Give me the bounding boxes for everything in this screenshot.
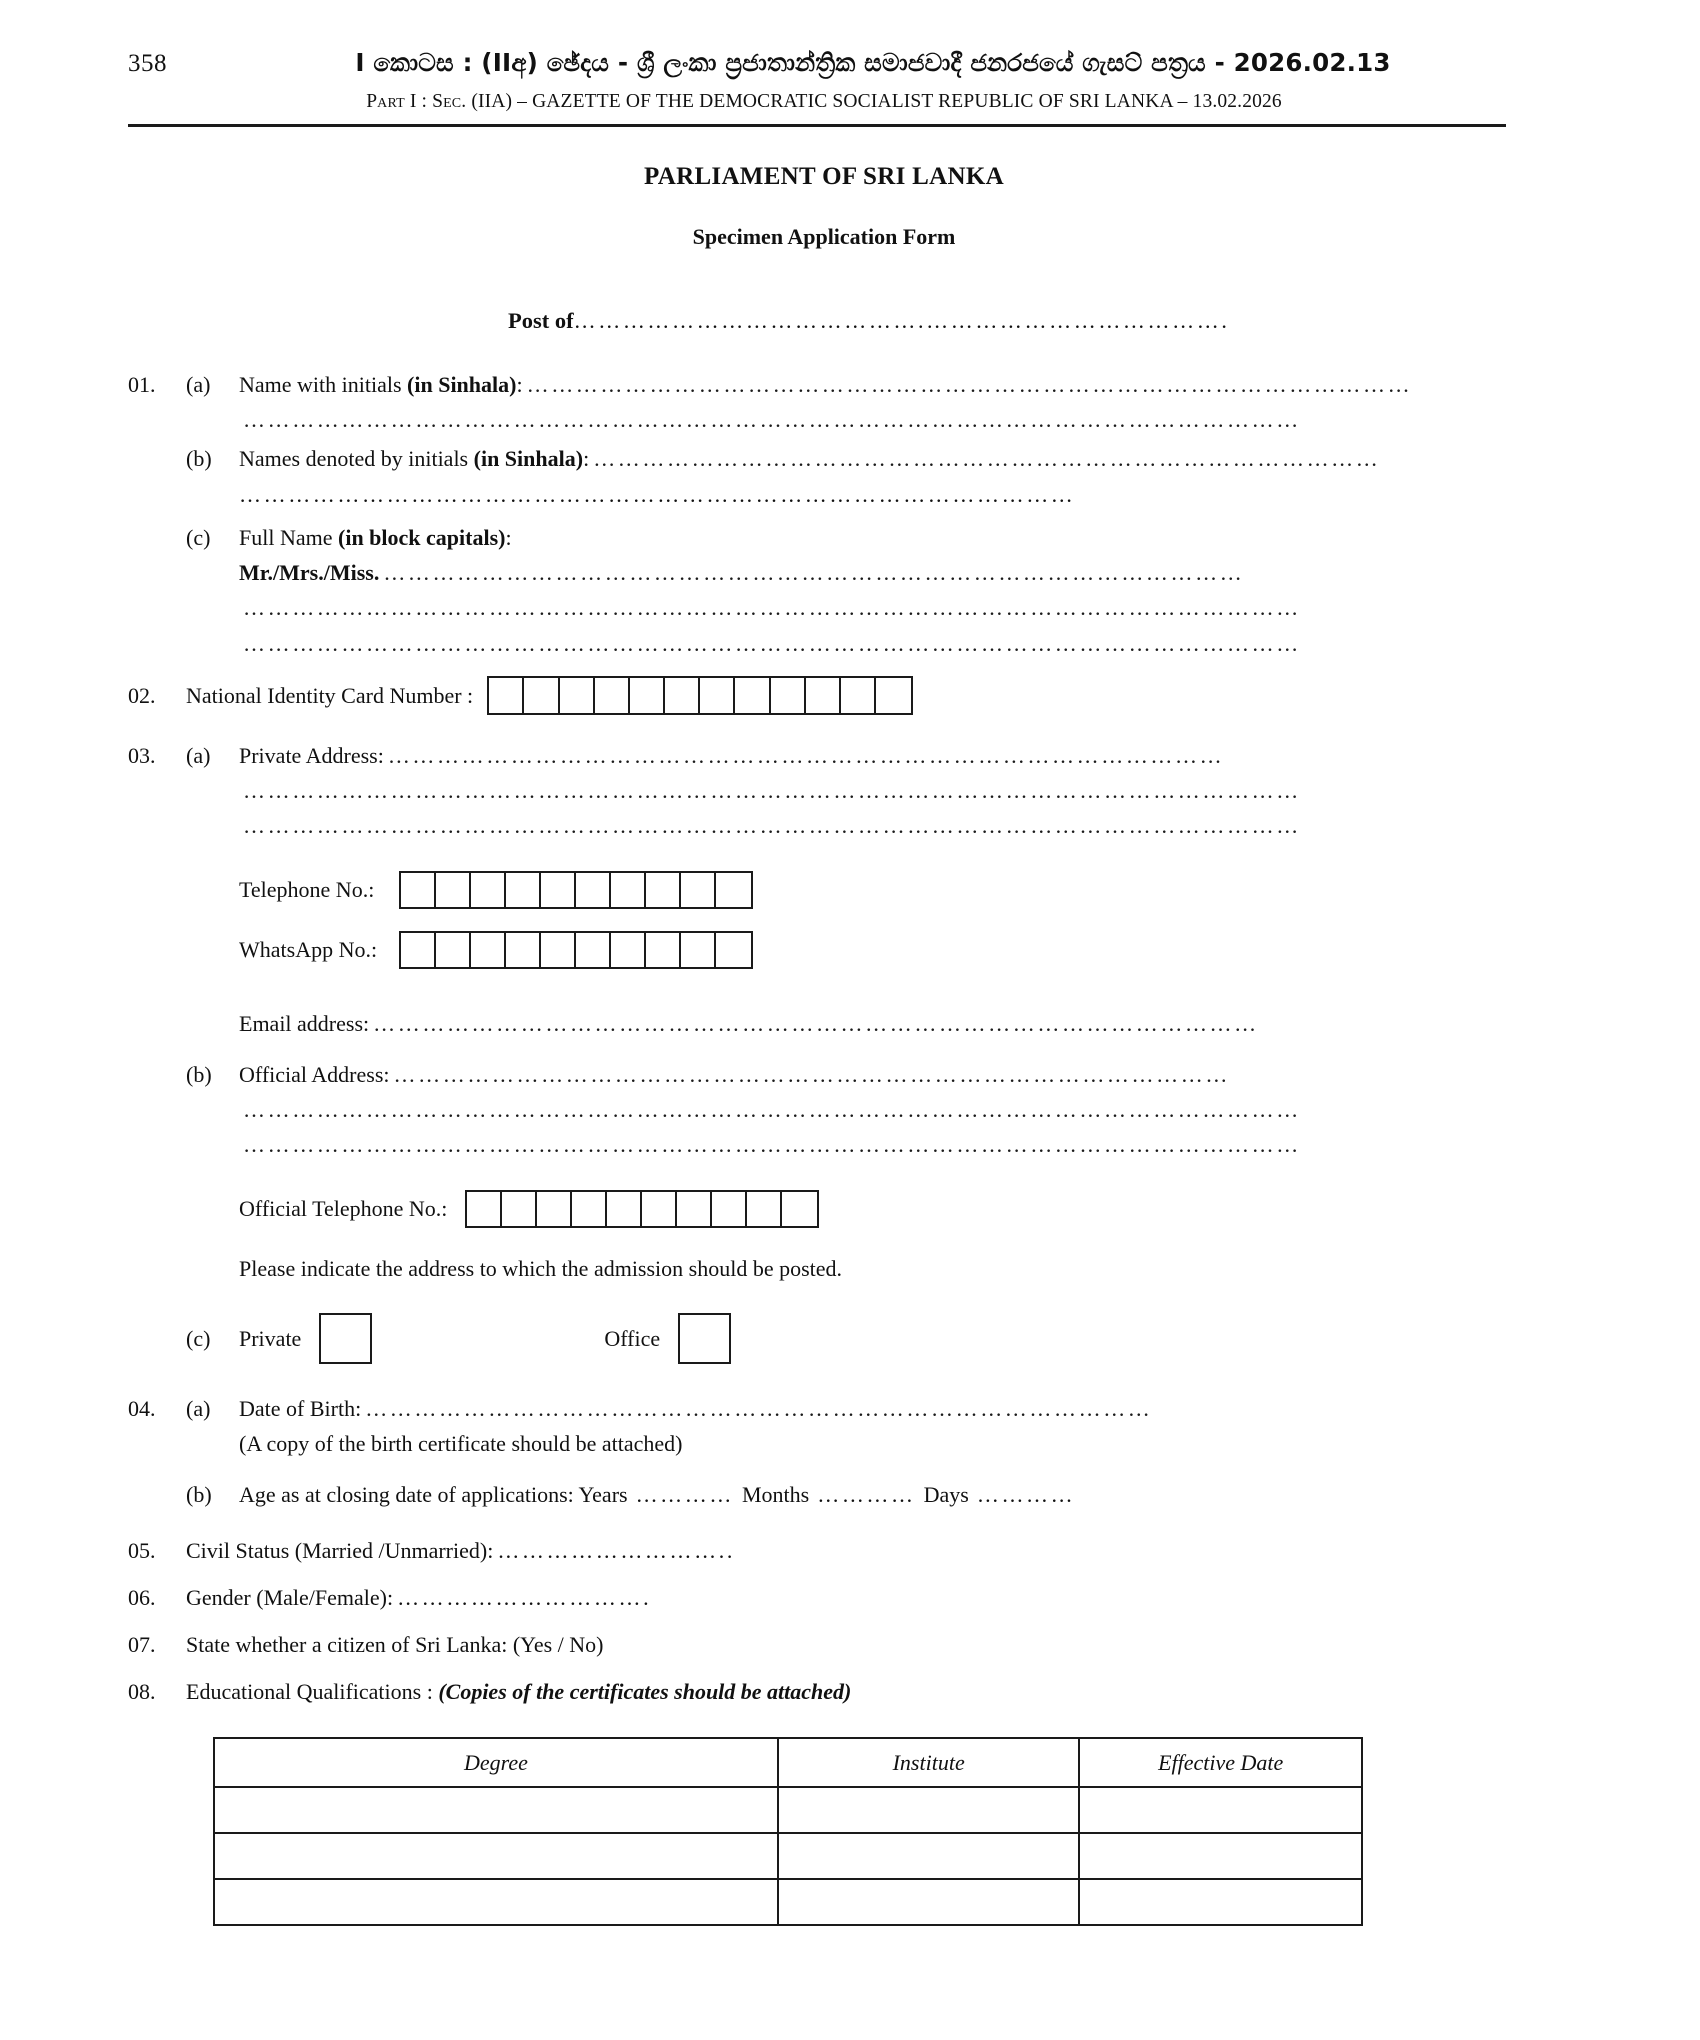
telephone-cell[interactable] — [611, 873, 646, 907]
cell-degree[interactable] — [214, 1787, 778, 1833]
question-3b-field[interactable]: ………………………………………………………………………………………… — [393, 1061, 1230, 1087]
office-choice[interactable] — [604, 1313, 731, 1364]
question-7-row — [128, 1630, 1580, 1659]
nic-number-boxes[interactable] — [487, 676, 913, 715]
nic-cell[interactable] — [524, 678, 559, 713]
question-7-label[interactable]: State whether a citizen of Sri Lanka: (Yes / No) — [186, 1632, 604, 1658]
question-1a-row — [128, 370, 1580, 399]
nic-cell[interactable] — [771, 678, 806, 713]
question-3b-label: Official Address: — [239, 1061, 390, 1087]
question-6-field[interactable]: …………………………. — [397, 1584, 652, 1610]
official-telephone-cell[interactable] — [782, 1192, 817, 1226]
official-telephone-cell[interactable] — [502, 1192, 537, 1226]
question-1a-continuation — [128, 405, 1580, 434]
question-3c-row — [128, 1313, 1580, 1364]
column-header-degree: Degree — [214, 1738, 778, 1787]
address-note-row — [128, 1254, 1580, 1283]
cell-effective-date[interactable] — [1079, 1879, 1362, 1925]
table-header-row — [214, 1738, 1362, 1787]
question-1c-row — [128, 523, 1580, 552]
cell-degree[interactable] — [214, 1879, 778, 1925]
post-of-label: Post of — [508, 308, 574, 333]
whatsapp-cell[interactable] — [401, 933, 436, 967]
question-3a-label: Private Address: — [239, 742, 384, 768]
nic-cell[interactable] — [841, 678, 876, 713]
question-6-row — [128, 1583, 1580, 1612]
page-title: PARLIAMENT OF SRI LANKA — [644, 163, 1004, 190]
column-header-effective-date: Effective Date — [1079, 1738, 1362, 1787]
table-row[interactable] — [214, 1833, 1362, 1879]
question-4a-note-row — [128, 1429, 1580, 1458]
question-2-label: National Identity Card Number : — [186, 682, 474, 708]
whatsapp-cell[interactable] — [576, 933, 611, 967]
question-3a-field[interactable]: ………………………………………………………………………………………… — [387, 742, 1225, 768]
question-1c-continuation-2 — [128, 629, 1580, 658]
question-8-label: Educational Qualifications : (Copies of the certificates should be attached) — [186, 1679, 852, 1705]
whatsapp-cell[interactable] — [436, 933, 471, 967]
official-telephone-cell[interactable] — [537, 1192, 572, 1226]
email-label: Email address: — [239, 1010, 370, 1036]
nic-cell[interactable] — [665, 678, 700, 713]
whatsapp-cell[interactable] — [716, 933, 751, 967]
header-row-sinhala — [0, 48, 1700, 78]
question-1a-field[interactable]: ……………………………………………………………………………………………… — [526, 371, 1413, 397]
cell-institute[interactable] — [778, 1787, 1080, 1833]
question-8-number: 08. — [128, 1679, 156, 1705]
question-4a-label: Date of Birth: — [239, 1395, 362, 1421]
question-3-number: 03. — [128, 742, 156, 768]
private-checkbox[interactable] — [319, 1313, 372, 1364]
age-days-field[interactable]: ………… — [976, 1482, 1076, 1508]
question-3a-continuation-2 — [128, 811, 1580, 840]
official-telephone-boxes[interactable] — [465, 1190, 819, 1228]
question-3a-field-line3[interactable]: ………………………………………………………………………………………………………………… — [243, 813, 1301, 839]
question-3a-row — [128, 741, 1580, 770]
page-subtitle: Specimen Application Form — [692, 224, 956, 249]
question-1c-salutation: Mr./Mrs./Miss. — [239, 560, 380, 586]
age-months-field[interactable]: ………… — [817, 1482, 916, 1508]
official-telephone-cell[interactable] — [607, 1192, 642, 1226]
telephone-cell[interactable] — [646, 873, 681, 907]
age-years-field[interactable]: ………… — [635, 1482, 734, 1508]
header-sinhala-title: I කොටස : (IIඅ) ඡේදය - ශ්‍රී ලංකා ප්‍රජාතාන්ත්‍රික සමාජවාදී ජනරජයේ ගැසට් පත්‍රය - 2026.02.13 — [355, 48, 1391, 77]
cell-institute[interactable] — [778, 1879, 1080, 1925]
nic-cell[interactable] — [876, 678, 911, 713]
question-3a-field-line2[interactable]: ………………………………………………………………………………………………………………… — [243, 778, 1301, 804]
official-telephone-cell[interactable] — [747, 1192, 782, 1226]
question-1b-field[interactable]: …………………………………………………………………………………… — [593, 446, 1381, 472]
address-note: Please indicate the address to which the admission should be posted. — [239, 1255, 843, 1281]
question-4a-marker: (a) — [186, 1395, 211, 1421]
question-1a-label: Name with initials (in Sinhala): — [239, 371, 523, 397]
cell-effective-date[interactable] — [1079, 1833, 1362, 1879]
telephone-cell[interactable] — [401, 873, 436, 907]
question-8-row — [128, 1677, 1580, 1706]
question-1b-label: Names denoted by initials (in Sinhala): — [239, 446, 590, 472]
question-5-field[interactable]: ……………………….. — [497, 1537, 735, 1563]
question-6-number: 06. — [128, 1584, 156, 1610]
page-number: 358 — [128, 50, 167, 77]
form-body — [0, 280, 1700, 1926]
education-qualifications-table — [213, 1737, 1363, 1926]
telephone-cell[interactable] — [716, 873, 751, 907]
question-1c-salutation-row — [128, 558, 1580, 587]
telephone-cell[interactable] — [681, 873, 716, 907]
official-telephone-cell[interactable] — [572, 1192, 607, 1226]
official-telephone-cell[interactable] — [677, 1192, 712, 1226]
question-1a-field-line2[interactable]: ………………………………………………………………………………………………………………… — [243, 407, 1301, 433]
whatsapp-label: WhatsApp No.: — [239, 937, 378, 963]
telephone-row — [128, 871, 1580, 909]
age-months-label: Months — [741, 1482, 810, 1508]
question-1b-field-line2[interactable]: ………………………………………………………………………………………… — [239, 481, 1076, 507]
question-1-number: 01. — [128, 371, 156, 397]
question-4a-row — [128, 1394, 1580, 1423]
office-checkbox[interactable] — [678, 1313, 731, 1364]
question-3b-row — [128, 1060, 1580, 1089]
question-1c-continuation-1 — [128, 593, 1580, 622]
question-3c-marker: (c) — [186, 1325, 211, 1351]
question-1c-label: Full Name (in block capitals): — [239, 524, 512, 550]
header-divider — [128, 124, 1506, 127]
email-field[interactable]: ……………………………………………………………………………………………… — [373, 1010, 1259, 1036]
column-header-institute: Institute — [778, 1738, 1080, 1787]
whatsapp-cell[interactable] — [506, 933, 541, 967]
official-telephone-cell[interactable] — [467, 1192, 502, 1226]
gazette-header — [0, 0, 1700, 127]
question-2-row — [128, 676, 1580, 715]
question-3b-continuation-2 — [128, 1130, 1580, 1159]
question-1c-field-line3[interactable]: ………………………………………………………………………………………………………………… — [243, 630, 1301, 656]
whatsapp-number-boxes[interactable] — [399, 931, 753, 969]
question-5-row — [128, 1536, 1580, 1565]
question-4b-marker: (b) — [186, 1482, 212, 1508]
private-label: Private — [239, 1325, 302, 1351]
official-telephone-cell[interactable] — [642, 1192, 677, 1226]
telephone-cell[interactable] — [506, 873, 541, 907]
question-1b-marker: (b) — [186, 446, 212, 472]
question-4b-row — [128, 1480, 1580, 1509]
nic-cell[interactable] — [735, 678, 770, 713]
post-of-row — [128, 306, 1580, 336]
question-3a-marker: (a) — [186, 742, 211, 768]
question-1b-continuation — [128, 480, 1580, 509]
whatsapp-cell[interactable] — [471, 933, 506, 967]
question-1c-field-line2[interactable]: ………………………………………………………………………………………………………………… — [243, 595, 1301, 621]
email-row — [128, 1009, 1580, 1038]
cell-degree[interactable] — [214, 1833, 778, 1879]
question-4a-field[interactable]: …………………………………………………………………………………… — [365, 1395, 1153, 1421]
cell-effective-date[interactable] — [1079, 1787, 1362, 1833]
nic-cell[interactable] — [630, 678, 665, 713]
nic-cell[interactable] — [700, 678, 735, 713]
official-telephone-cell[interactable] — [712, 1192, 747, 1226]
question-3a-continuation-1 — [128, 776, 1580, 805]
question-1c-field[interactable]: …………………………………………………………………………………………… — [383, 560, 1245, 586]
office-label: Office — [604, 1325, 661, 1351]
age-days-label: Days — [923, 1482, 969, 1508]
header-english-title: Part I : Sec. (IIA) – GAZETTE OF THE DEMOCRATIC SOCIALIST REPUBLIC OF SRI LANKA – 13.02.2026 — [366, 91, 1282, 112]
question-7-number: 07. — [128, 1632, 156, 1658]
question-4-number: 04. — [128, 1395, 156, 1421]
question-1c-marker: (c) — [186, 524, 211, 550]
post-of-field[interactable]: …………………………………….………………………………. — [573, 308, 1230, 333]
question-3b-field-line2[interactable]: ………………………………………………………………………………………………………………… — [243, 1097, 1301, 1123]
telephone-number-boxes[interactable] — [399, 871, 753, 909]
telephone-cell[interactable] — [436, 873, 471, 907]
question-5-number: 05. — [128, 1537, 156, 1563]
nic-cell[interactable] — [560, 678, 595, 713]
whatsapp-cell[interactable] — [541, 933, 576, 967]
table-row[interactable] — [214, 1879, 1362, 1925]
whatsapp-cell[interactable] — [611, 933, 646, 967]
telephone-label: Telephone No.: — [239, 877, 375, 903]
question-1b-row — [128, 444, 1580, 473]
question-1a-marker: (a) — [186, 371, 211, 397]
nic-cell[interactable] — [595, 678, 630, 713]
whatsapp-cell[interactable] — [646, 933, 681, 967]
question-3b-field-line3[interactable]: ………………………………………………………………………………………………………………… — [243, 1132, 1301, 1158]
private-choice[interactable] — [239, 1313, 372, 1364]
question-2-number: 02. — [128, 682, 156, 708]
telephone-cell[interactable] — [576, 873, 611, 907]
question-3b-marker: (b) — [186, 1061, 212, 1087]
table-row[interactable] — [214, 1787, 1362, 1833]
whatsapp-cell[interactable] — [681, 933, 716, 967]
age-label: Age as at closing date of applications: Years — [239, 1482, 628, 1508]
telephone-cell[interactable] — [471, 873, 506, 907]
cell-institute[interactable] — [778, 1833, 1080, 1879]
question-6-label: Gender (Male/Female): — [186, 1584, 394, 1610]
telephone-cell[interactable] — [541, 873, 576, 907]
question-5-label: Civil Status (Married /Unmarried): — [186, 1537, 494, 1563]
nic-cell[interactable] — [806, 678, 841, 713]
question-3b-continuation-1 — [128, 1095, 1580, 1124]
official-telephone-row — [128, 1190, 1580, 1228]
birth-certificate-note: (A copy of the birth certificate should be attached) — [239, 1431, 683, 1457]
nic-cell[interactable] — [489, 678, 524, 713]
official-telephone-label: Official Telephone No.: — [239, 1196, 448, 1222]
whatsapp-row — [128, 931, 1580, 969]
